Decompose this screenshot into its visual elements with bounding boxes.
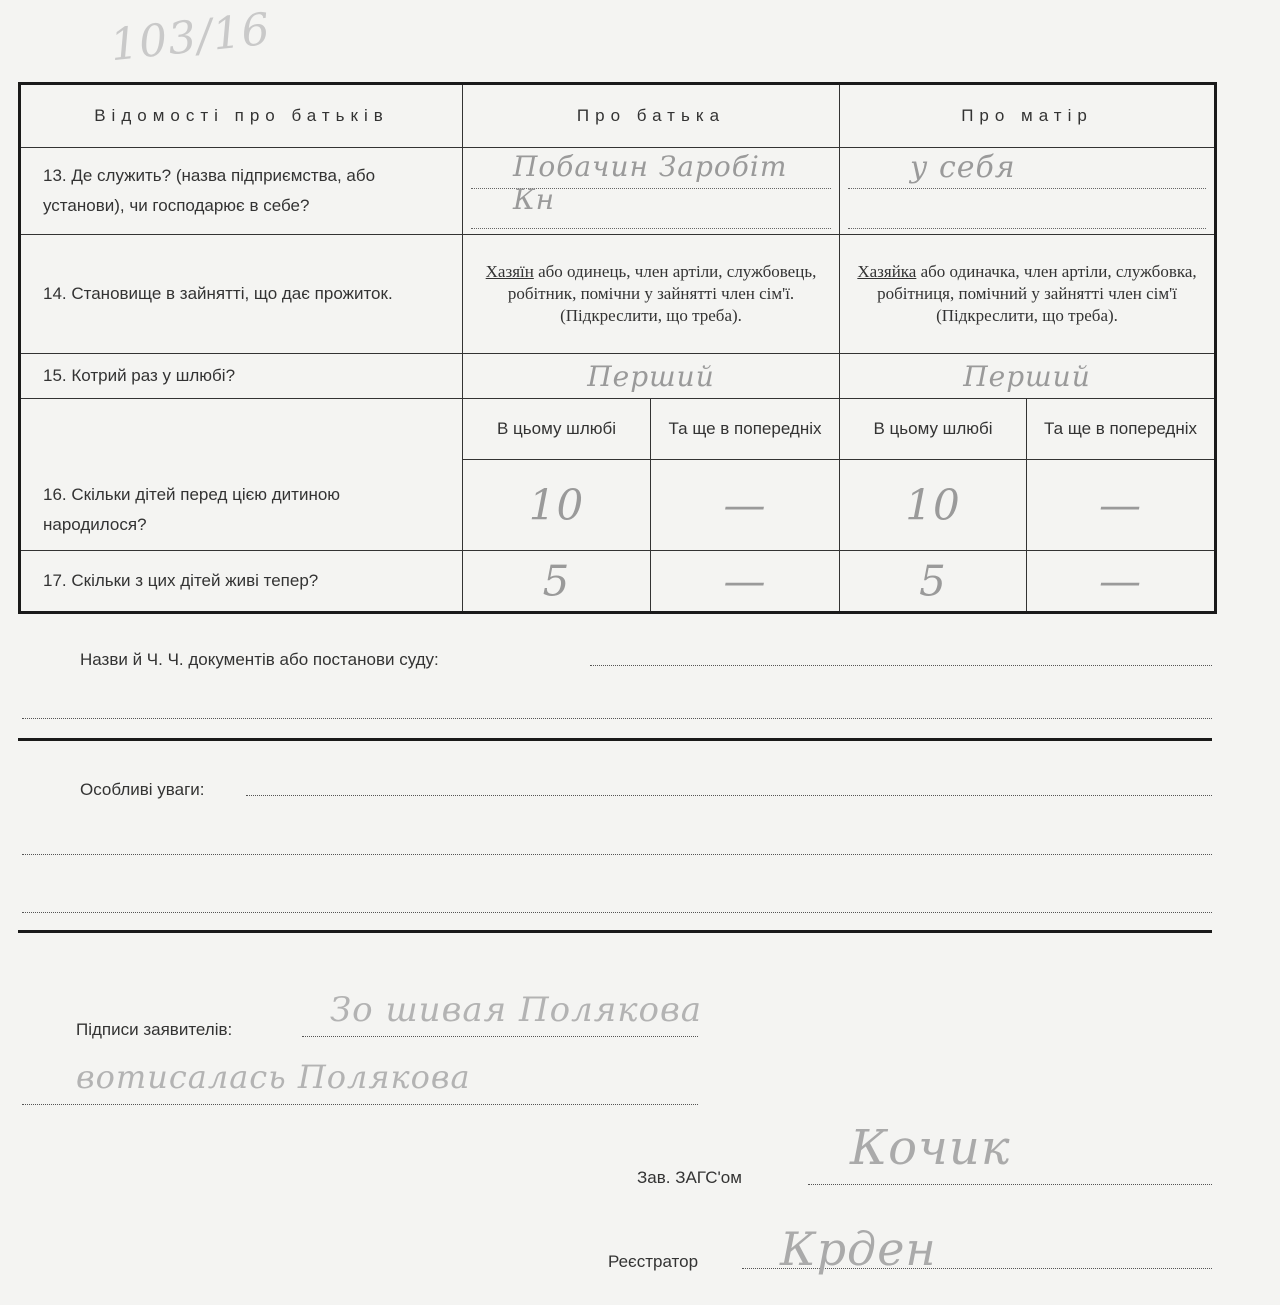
header-father: Про батька <box>463 84 840 148</box>
q16-father-prev-value: — <box>723 480 767 530</box>
notes-dotted-line-2 <box>22 854 1212 855</box>
q15-father-value: Перший <box>587 359 715 393</box>
q17-father-prev-cell <box>651 551 840 613</box>
q14-father-options <box>463 235 840 354</box>
documents-dotted-line <box>590 665 1212 666</box>
registrar-signature: Крден <box>780 1222 937 1276</box>
applicant-signature-2: вотисалась Полякова <box>76 1058 471 1096</box>
q13-father-cell <box>463 148 840 235</box>
q17-father-this-cell <box>463 551 651 613</box>
notes-dotted-line <box>246 795 1212 796</box>
header-parents-info: Відомості про батьків <box>20 84 463 148</box>
q17-label: 17. Скільки з цих дітей живі тепер? <box>20 551 463 613</box>
q17-father-this-value: 5 <box>542 556 571 606</box>
section-divider <box>18 738 1212 741</box>
q17-mother-this-cell <box>840 551 1027 613</box>
applicant-signature-1: Зо шивая Полякова <box>330 990 703 1030</box>
q16-mother-this-cell <box>840 460 1027 551</box>
head-signature-line <box>808 1184 1212 1185</box>
q16-father-this-cell <box>463 460 651 551</box>
applicants-signature-line-2 <box>22 1104 698 1105</box>
q16-father-this-value: 10 <box>528 480 585 530</box>
mother-previous-header: Та ще в попередніх <box>1027 399 1216 460</box>
row-q13 <box>20 148 1216 235</box>
q15-father-cell <box>463 354 840 399</box>
q14-label: 14. Становище в зайнятті, що дає прожиток. <box>20 235 463 354</box>
father-previous-header: Та ще в попередніх <box>651 399 840 460</box>
q16-father-prev-cell <box>651 460 840 551</box>
q14-father-rest: або одинець, член артіли, службовець, робітник, помічни у зайнятті член сім'ї. (Підкреслити, що треба). <box>507 262 817 325</box>
row-sub-header <box>20 399 1216 460</box>
mother-this-marriage-header: В цьому шлюбі <box>840 399 1027 460</box>
q14-mother-options <box>840 235 1216 354</box>
q17-mother-prev-value: — <box>1099 556 1142 606</box>
father-this-marriage-header: В цьому шлюбі <box>463 399 651 460</box>
registrar-label: Реєстратор <box>608 1252 699 1271</box>
row-q14 <box>20 235 1216 354</box>
head-signature: Кочик <box>850 1120 1011 1176</box>
applicants-signature-line <box>302 1036 698 1037</box>
q17-mother-prev-cell <box>1027 551 1216 613</box>
q16-mother-prev-value: — <box>1099 480 1142 530</box>
q14-mother-underlined: Хазяйка <box>857 262 917 281</box>
row-q17 <box>20 551 1216 613</box>
q16-label: 16. Скільки дітей перед цією дитиною народилося? <box>20 399 463 551</box>
applicants-signature-label: Підписи заявителів: <box>76 1020 233 1039</box>
documents-dotted-line-2 <box>22 718 1212 719</box>
q13-mother-value: у себя <box>910 150 1016 185</box>
q13-label: 13. Де служить? (назва підприємства, або установи), чи господарює в себе? <box>20 148 463 235</box>
q17-mother-this-value: 5 <box>919 556 947 606</box>
q16-mother-this-value: 10 <box>905 480 961 530</box>
head-registry-label: Зав. ЗАГС'ом <box>637 1168 742 1187</box>
documents-label: Назви й Ч. Ч. документів або постанови суду: <box>80 650 439 669</box>
table-header-row <box>20 84 1216 148</box>
q15-mother-cell <box>840 354 1216 399</box>
header-mother: Про матір <box>840 84 1216 148</box>
parents-info-table <box>18 82 1217 614</box>
q14-mother-rest: або одиначка, член артіли, службовка, робітниця, помічний у зайнятті член сім'ї (Підкреслити, що треба). <box>877 262 1197 325</box>
row-q15 <box>20 354 1216 399</box>
section-divider-2 <box>18 930 1212 933</box>
q17-father-prev-value: — <box>723 556 767 606</box>
q13-father-value: Побачин Заробіт Кн <box>513 150 788 216</box>
archive-number: 103/16 <box>107 3 274 72</box>
notes-dotted-line-3 <box>22 912 1212 913</box>
q14-father-underlined: Хазяїн <box>485 262 534 281</box>
notes-label: Особливі уваги: <box>80 780 205 799</box>
q13-mother-cell <box>840 148 1216 235</box>
q15-mother-value: Перший <box>963 359 1091 393</box>
q15-label: 15. Котрий раз у шлюбі? <box>20 354 463 399</box>
q16-mother-prev-cell <box>1027 460 1216 551</box>
